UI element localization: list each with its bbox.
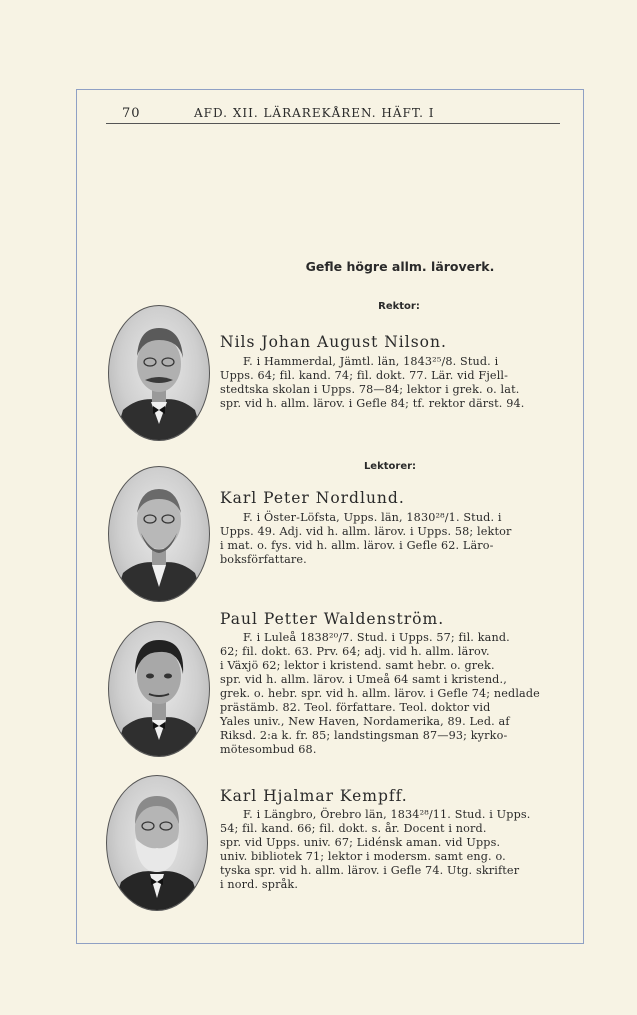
section-label-lektorer: Lektorer: [363, 461, 417, 472]
entry-text-line: spr. vid h. allm. lärov. i Umeå 64 samt i kristend., [220, 673, 507, 686]
page-number: 70 [122, 106, 141, 121]
entry-text-line: univ. bibliotek 71; lektor i modersm. samt eng. o. [220, 850, 506, 863]
entry-text-line: spr. vid Upps. univ. 67; Lidénsk aman. vid Upps. [220, 836, 501, 849]
entry-text-line: spr. vid h. allm. lärov. i Gefle 84; tf. rektor därst. 94. [220, 397, 525, 410]
entry-text-line: F. i Luleå 1838²⁰/7. Stud. i Upps. 57; fil. kand. [243, 631, 510, 644]
entry-text-line: Upps. 49. Adj. vid h. allm. lärov. i Upps. 58; lektor [220, 525, 512, 538]
entry-name-nordlund: Karl Peter Nordlund. [220, 489, 405, 507]
portrait-kempff [106, 775, 208, 911]
entry-name-waldenstrom: Paul Petter Waldenström. [220, 610, 445, 628]
running-head-text: AFD. XII. LÄRAREKÅREN. HÄFT. I [194, 106, 435, 120]
entry-text-line: stedtska skolan i Upps. 78—84; lektor i grek. o. lat. [220, 383, 520, 396]
entry-text-line: mötesombud 68. [220, 743, 317, 756]
entry-text-line: prästämb. 82. Teol. författare. Teol. doktor vid [220, 701, 491, 714]
entry-text-line: i nord. språk. [220, 878, 299, 891]
entry-text-line: 54; fil. kand. 66; fil. dokt. s. år. Docent i nord. [220, 822, 487, 835]
header-rule [106, 123, 560, 124]
entry-text-line: Upps. 64; fil. kand. 74; fil. dokt. 77. Lär. vid Fjell- [220, 369, 509, 382]
entry-name-kempff: Karl Hjalmar Kempff. [220, 787, 408, 805]
entry-text-line: Yales univ., New Haven, Nordamerika, 89. Led. af [220, 715, 510, 728]
entry-text-line: boksförfattare. [220, 553, 307, 566]
entry-text-line: grek. o. hebr. spr. vid h. allm. lärov. i Gefle 74; nedlade [220, 687, 540, 700]
entry-text-line: i mat. o. fys. vid h. allm. lärov. i Gefle 62. Läro- [220, 539, 494, 552]
section-label-rektor: Rektor: [378, 301, 420, 312]
entry-text-line: i Växjö 62; lektor i kristend. samt hebr. o. grek. [220, 659, 495, 672]
entry-text-line: F. i Längbro, Örebro län, 1834²⁸/11. Stud. i Upps. [243, 808, 531, 821]
school-title: Gefle högre allm. läroverk. [305, 259, 495, 274]
portrait-waldenstrom [108, 621, 210, 757]
entry-name-nilson: Nils Johan August Nilson. [220, 333, 447, 351]
entry-text-line: F. i Öster-Löfsta, Upps. län, 1830²⁸/1. Stud. i [243, 511, 502, 524]
entry-text-line: Riksd. 2:a k. fr. 85; landstingsman 87—93; kyrko- [220, 729, 508, 742]
portrait-nordlund [108, 466, 210, 602]
portrait-nilson [108, 305, 210, 441]
entry-text-line: F. i Hammerdal, Jämtl. län, 1843²⁵/8. Stud. i [243, 355, 499, 368]
entry-text-line: tyska spr. vid h. allm. lärov. i Gefle 74. Utg. skrifter [220, 864, 520, 877]
entry-text-line: 62; fil. dokt. 63. Prv. 64; adj. vid h. allm. lärov. [220, 645, 490, 658]
